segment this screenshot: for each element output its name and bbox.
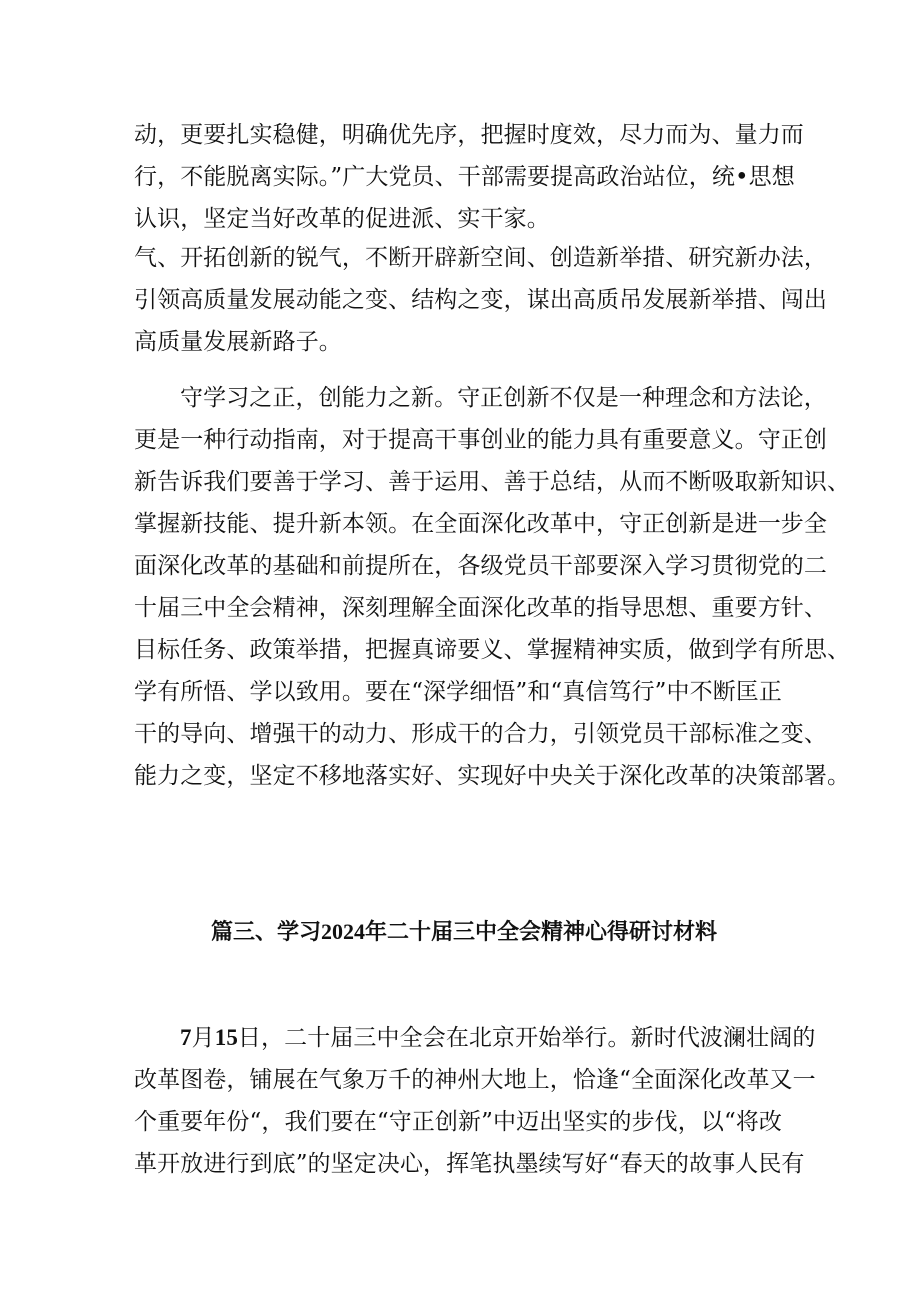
text-line: 能力之变，坚定不移地落实好、实现好中央关于深化改革的决策部署。 [134, 763, 851, 789]
text-line: 更是一种行动指南，对于提高干事创业的能力具有重要意义。守正创 [134, 427, 827, 453]
paragraph-2 [134, 237, 827, 363]
text-line: 改革图卷，铺展在气象万千的神州大地上，恰逢“全面深化改革又一 [134, 1067, 816, 1093]
first-line-rest: 日，二十届三中全会在北京开始举行。新时代波澜壮阔的 [237, 1025, 816, 1051]
heading-year: 2024 [321, 919, 365, 944]
paragraph-3 [134, 377, 851, 797]
text-line: 十届三中全会精神，深刻理解全面深化改革的指导思想、重要方针、 [134, 595, 827, 621]
heading-suffix: 年二十届三中全会精神心得研讨材料 [365, 919, 718, 945]
text-line: 守学习之正，创能力之新。守正创新不仅是一种理念和方法论， [180, 385, 827, 411]
text-line: 个重要年份“，我们要在“守正创新”中迈出坚实的步伐，以“将改 [134, 1109, 783, 1135]
text-line: 新告诉我们要善于学习、善于运用、善于总结，从而不断吸取新知识、 [134, 469, 851, 495]
text-line: 革开放进行到底”的坚定决心，挥笔执墨续写好“春天的故事人民有 [134, 1151, 805, 1177]
date-month-unit: 月 [191, 1025, 215, 1051]
text-line [134, 1017, 816, 1059]
text-line: 高质量发展新路子。 [134, 329, 342, 355]
text-line: 掌握新技能、提升新本领。在全面深化改革中，守正创新是进一步全 [134, 511, 827, 537]
section-heading [134, 912, 794, 952]
text-line: 动，更要扎实稳健，明确优先序，把握时度效，尽力而为、量力而 [134, 122, 804, 148]
text-line: 学有所悟、学以致用。要在“深学细悟”和“真信笃行”中不断匡正 [134, 679, 783, 705]
text-line: 行，不能脱离实际。”广大党员、干部需要提高政治站位，统•思想 [134, 164, 795, 190]
text-line: 气、开拓创新的锐气，不断开辟新空间、创造新举措、研究新办法， [134, 245, 827, 271]
paragraph-4 [134, 1017, 816, 1185]
text-line: 干的导向、增强干的动力、形成干的合力，引领党员干部标准之变、 [134, 721, 827, 747]
text-line: 目标任务、政策举措，把握真谛要义、掌握精神实质，做到学有所思、 [134, 637, 851, 663]
text-line: 引领高质量发展动能之变、结构之变，谋出高质吊发展新举措、闯出 [134, 287, 827, 313]
date-day: 15 [214, 1025, 238, 1050]
text-line: 认识，坚定当好改革的促进派、实干家。 [134, 206, 550, 232]
paragraph-1 [134, 114, 804, 240]
heading-prefix: 篇三、学习 [210, 919, 321, 945]
date-month: 7 [180, 1025, 192, 1050]
text-line: 面深化改革的基础和前提所在，各级党员干部要深入学习贯彻党的二 [134, 553, 827, 579]
